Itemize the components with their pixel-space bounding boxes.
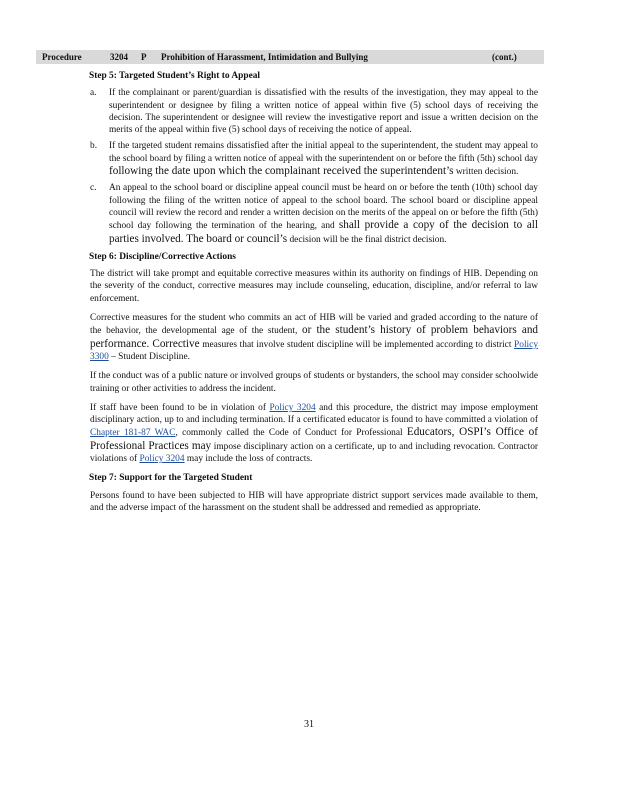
paragraph-text: may include the loss of contracts. [186, 454, 313, 465]
paragraph-text-large: or the student’s history of problem behaviors and performance. Corrective [90, 324, 539, 350]
list-item [90, 182, 538, 245]
continued-label: (cont.) [492, 52, 517, 62]
list-marker: a. [90, 88, 97, 99]
paragraph-text: Corrective measures for the student who commits an act of HIB will be varied and graded according to the nature of the behavior, the developmental age of the student, [90, 313, 538, 337]
chapter-181-87-wac-link[interactable]: Chapter 181-87 WAC [90, 428, 176, 439]
list-item-text-large: following the date upon which the complainant received the superintendent’s [109, 165, 454, 178]
paragraph-text: If staff have been found to be in violation of [90, 402, 266, 413]
list-item-text: If the complainant or parent/guardian is dissatisfied with the results of the investigation, they may appeal to the superintendent or designee by filing a written notice of appeal within five (5) school days of receiving the decision. The superintendent or designee will review the investigative report and issue a written decision on the merits of the appeal within five (5) school days of receiving the notice of appeal. [109, 88, 538, 136]
paragraph: If the conduct was of a public nature or involved groups of students or bystanders, the school may consider schoolwide training or other activities to address the incident. [90, 371, 538, 394]
paragraph-text-large: Educators, OSPI’s Office of Professional Practices may [90, 426, 538, 452]
paragraph: The district will take prompt and equitable corrective measures within its authority on findings of HIB. Depending on the severity of the conduct, corrective measures may include counseling, education, discipline, and/or referral to law enforcement. [90, 269, 538, 304]
list-item-text-large: shall provide a copy of the decision to all parties involved. The board or council’s [109, 219, 539, 245]
list-marker: b. [90, 141, 98, 152]
list-item-text: decision will be the final district decision. [289, 234, 447, 245]
step5-list [90, 87, 538, 246]
page-number: 31 [304, 719, 314, 730]
list-marker: c. [90, 183, 97, 194]
procedure-header-bar [36, 50, 544, 64]
paragraph: Persons found to have been subjected to HIB will have appropriate district support services made available to them, and the adverse impact of the harassment on the student shall be addressed and remedied as appropriate. [90, 490, 538, 513]
paragraph-text: , commonly called the Code of Conduct for Professional [175, 428, 403, 439]
step7-heading: Step 7: Support for the Targeted Student [89, 473, 253, 484]
step5-heading: Step 5: Targeted Student’s Right to Appeal [89, 71, 261, 81]
list-item [90, 140, 538, 178]
list-item-text: An appeal to the school board or discipline appeal council must be heard on or before the tenth (10th) school day following the filing of the written notice of appeal to the school board. The school board or discipline appeal council will review the record and render a written decision on the merits of the appeal on or before the fifth (5th) school day following the termination of the hearing, and [109, 183, 538, 232]
list-item [90, 87, 538, 136]
procedure-title: Prohibition of Harassment, Intimidation and Bullying [161, 52, 368, 62]
step6-heading: Step 6: Discipline/Corrective Actions [89, 251, 236, 262]
procedure-number: 3204 [110, 52, 128, 62]
procedure-letter: P [141, 52, 147, 62]
paragraph-text: – Student Discipline. [111, 351, 190, 362]
policy-3204-link[interactable]: Policy 3204 [139, 454, 185, 465]
procedure-label: Procedure [42, 52, 82, 62]
paragraph-text: impose disciplinary action on a certificate, up to and including revocation. Contractor violations of [90, 441, 539, 465]
paragraph [90, 402, 538, 465]
list-item-text: If the targeted student remains dissatisfied after the initial appeal to the superintendent, the student may appeal to the school board by filing a written notice of appeal with the superintendent on or before the fifth (5th) school day [109, 141, 538, 164]
paragraph [90, 312, 538, 363]
list-item-text: written decision. [455, 167, 519, 178]
document-body [90, 68, 538, 521]
policy-3300-link[interactable]: Policy 3300 [90, 339, 539, 362]
policy-3204-link[interactable]: Policy 3204 [269, 402, 316, 413]
paragraph-text: measures that involve student discipline will be implemented according to district [202, 339, 512, 350]
paragraph-text: and this procedure, the district may impose employment disciplinary action, up to and including termination. If a certificated educator is found to have committed a violation of [90, 402, 539, 426]
